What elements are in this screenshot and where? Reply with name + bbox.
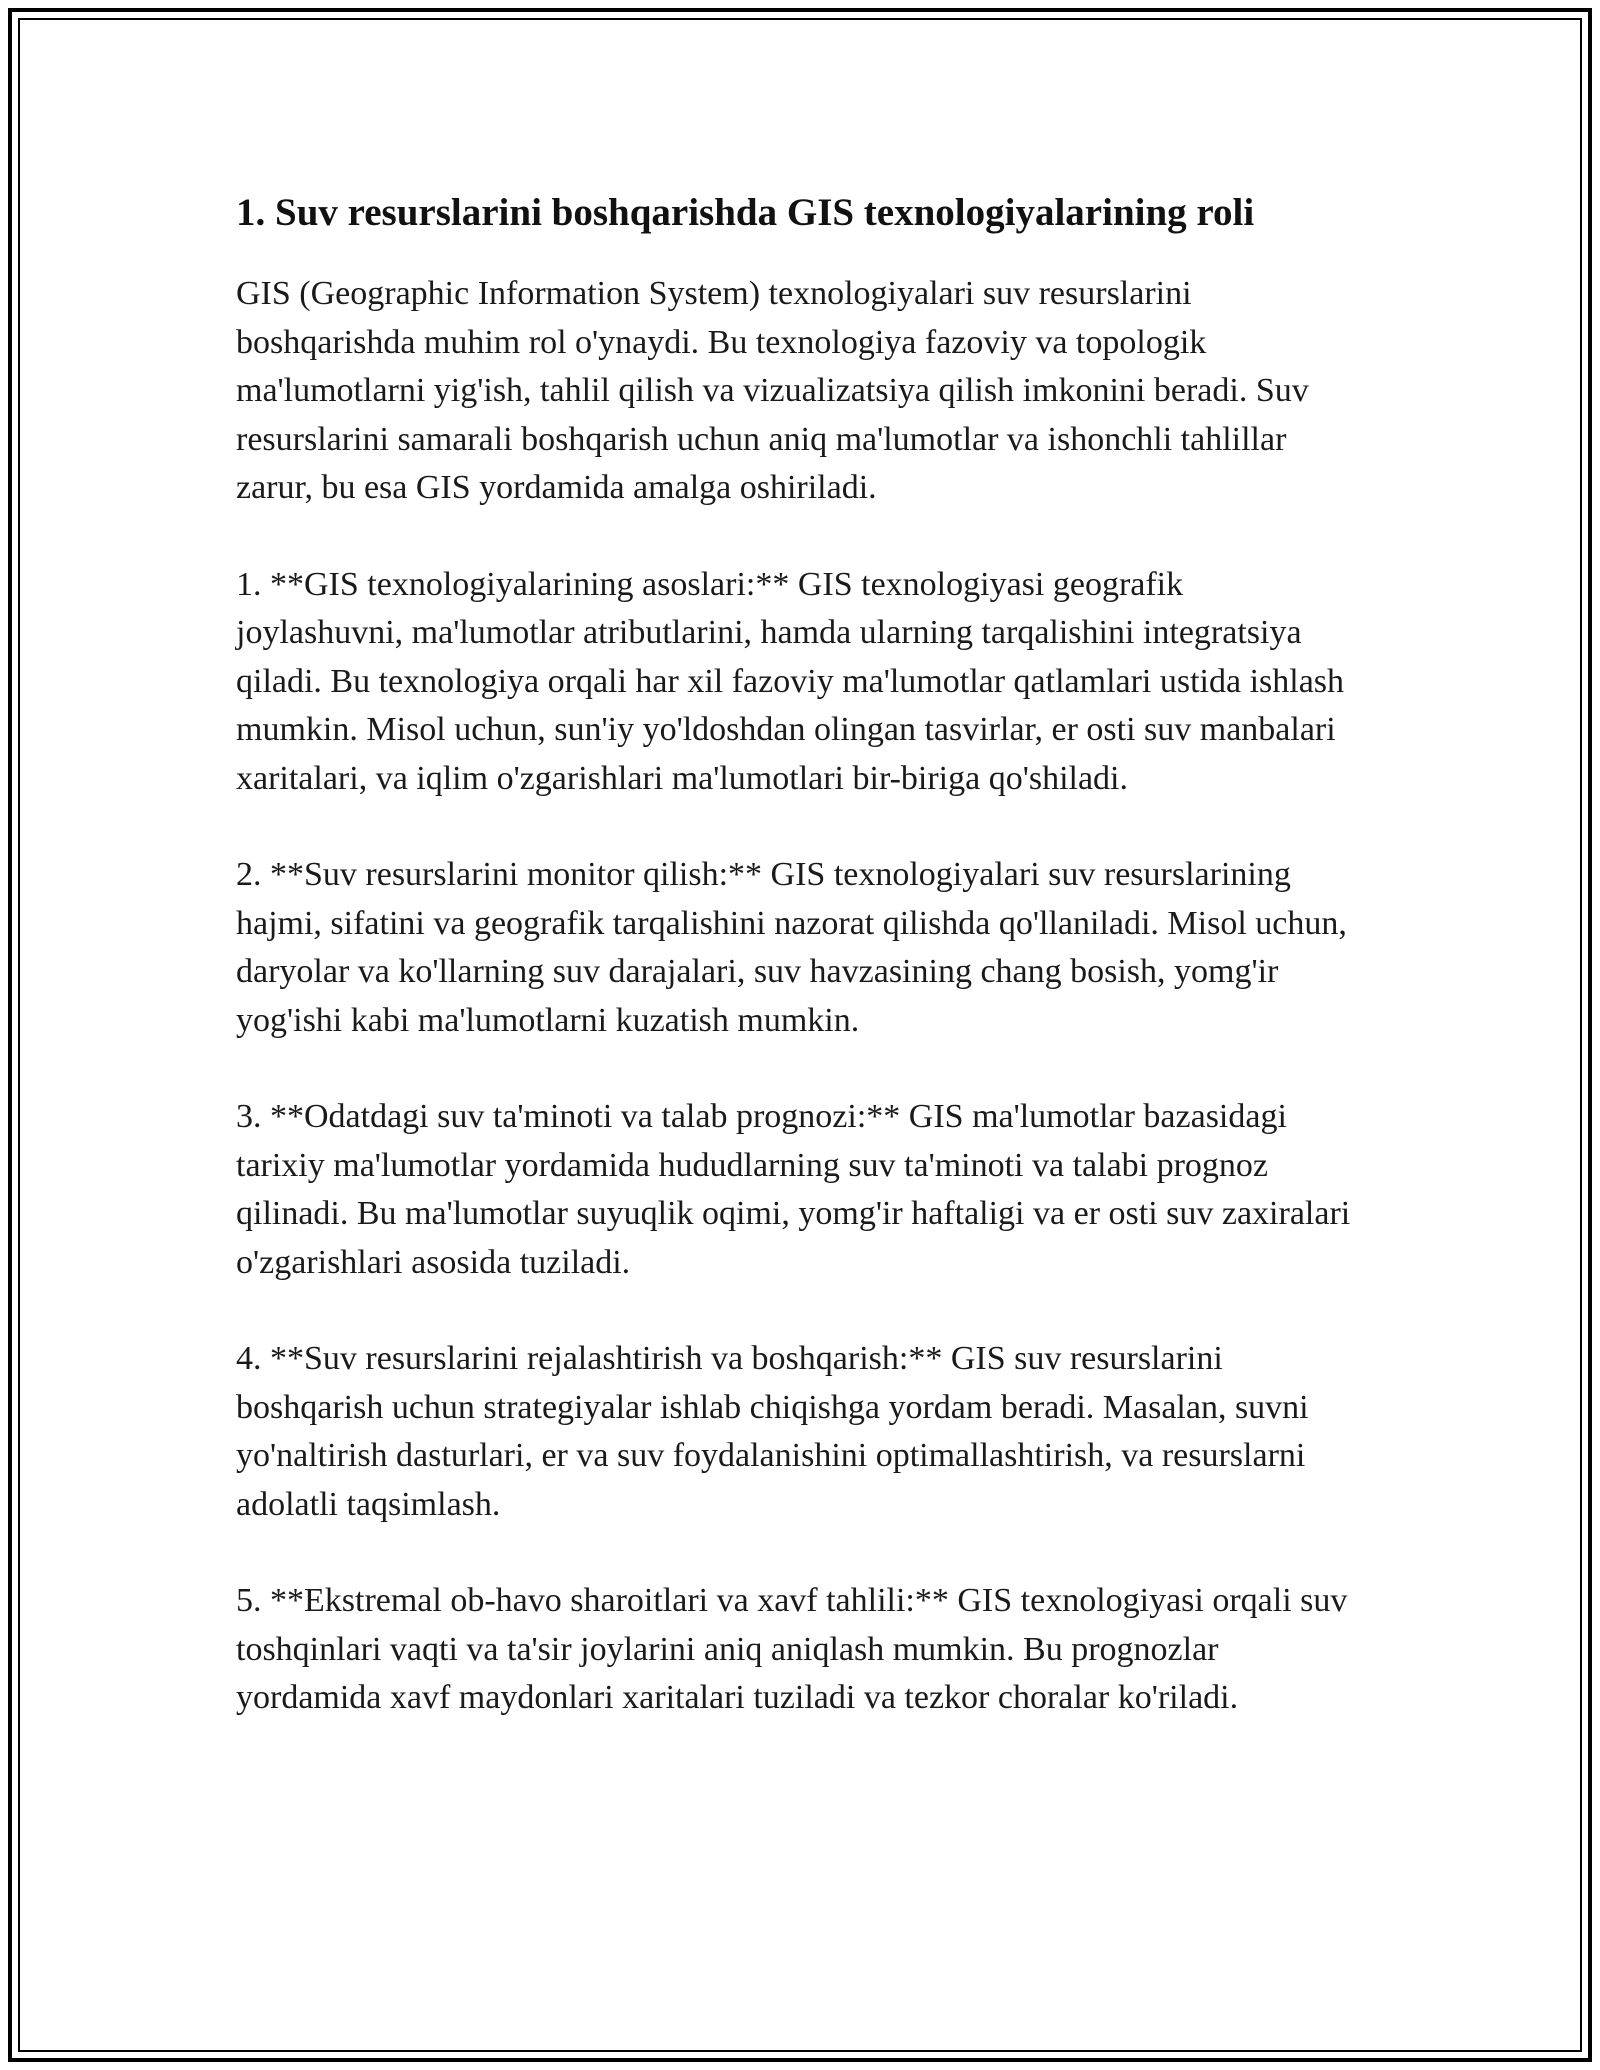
document-body xyxy=(236,186,1356,1771)
list-item-2: 2. **Suv resurslarini monitor qilish:** GIS texnologiyalari suv resurslarining hajmi, sifatini va geografik tarqalishini nazorat qilishda qo'llaniladi. Misol uchun, daryolar va ko'llarning suv darajalari, suv havzasining chang bosish, yomg'ir yog'ishi kabi ma'lumotlarni kuzatish mumkin. xyxy=(236,856,1347,1039)
list-item-4: 4. **Suv resurslarini rejalashtirish va boshqarish:** GIS suv resurslarini boshqarish uchun strategiyalar ishlab chiqishga yordam beradi. Masalan, suvni yo'naltirish dasturlari, er va suv foydalanishini optimallashtirish, va resurslarni adolatli taqsimlash. xyxy=(236,1340,1309,1523)
list-item-3: 3. **Odatdagi suv ta'minoti va talab prognozi:** GIS ma'lumotlar bazasidagi tarixiy ma'lumotlar yordamida hududlarning suv ta'minoti va talabi prognoz qilinadi. Bu ma'lumotlar suyuqlik oqimi, yomg'ir haftaligi va er osti suv zaxiralari o'zgarishlari asosida tuziladi. xyxy=(236,1098,1351,1281)
list-item-5: 5. **Ekstremal ob-havo sharoitlari va xavf tahlili:** GIS texnologiyasi orqali suv toshqinlari vaqti va ta'sir joylarini aniq aniqlash mumkin. Bu prognozlar yordamida xavf maydonlari xaritalari tuziladi va tezkor choralar ko'riladi. xyxy=(236,1582,1348,1716)
document-title: 1. Suv resurslarini boshqarishda GIS texnologiyalarining roli xyxy=(236,191,1255,234)
intro-paragraph: GIS (Geographic Information System) texnologiyalari suv resurslarini boshqarishda muhim rol o'ynaydi. Bu texnologiya fazoviy va topologik ma'lumotlarni yig'ish, tahlil qilish va vizualizatsiya qilish imkonini beradi. Suv resurslarini samarali boshqarish uchun aniq ma'lumotlar va ishonchli tahlillar zarur, bu esa GIS yordamida amalga oshiriladi. xyxy=(236,275,1309,506)
list-item-1: 1. **GIS texnologiyalarining asoslari:** GIS texnologiyasi geografik joylashuvni, ma'lumotlar atributlarini, hamda ularning tarqalishini integratsiya qiladi. Bu texnologiya orqali har xil fazoviy ma'lumotlar qatlamlari ustida ishlash mumkin. Misol uchun, sun'iy yo'ldoshdan olingan tasvirlar, er osti suv manbalari xaritalari, va iqlim o'zgarishlari ma'lumotlari bir-biriga qo'shiladi. xyxy=(236,565,1345,797)
